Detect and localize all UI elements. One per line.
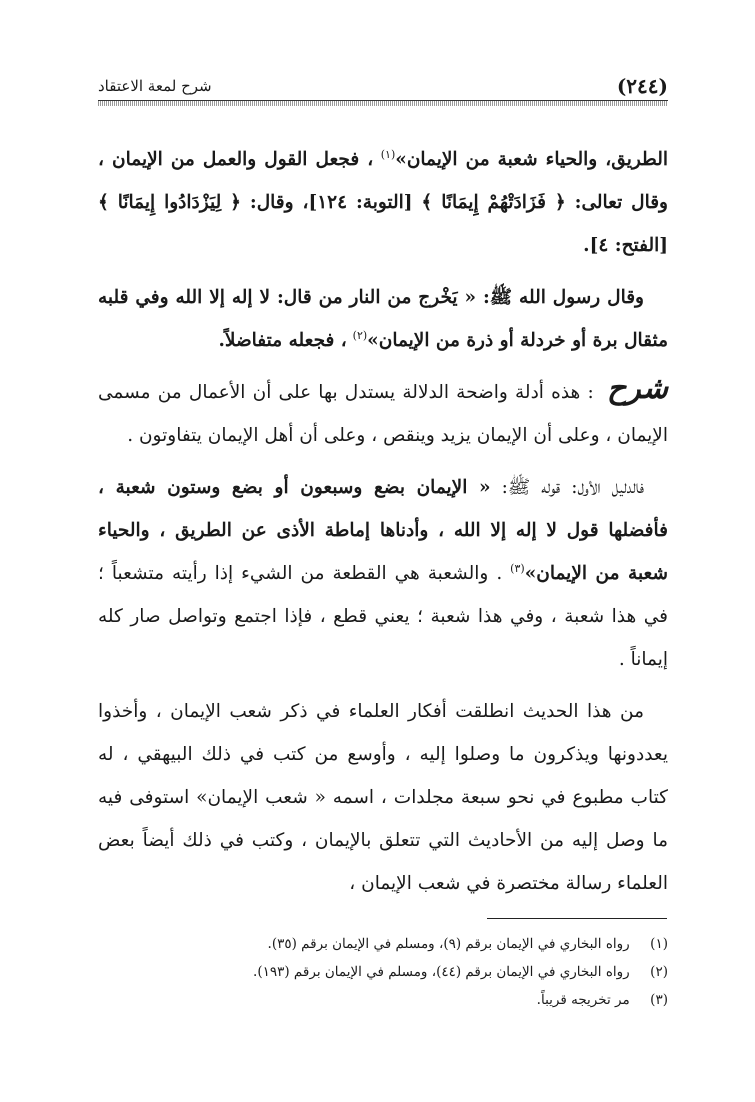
- footnote-1: [98, 930, 668, 958]
- footnote-text: رواه البخاري في الإيمان برقم (٤٤)، ومسلم في الإيمان برقم (١٩٣).: [253, 964, 630, 980]
- matn-text: وقال رسول الله ﷺ: « يَخْرج من النار من قال: لا إله إلا الله وفي قلبه مثقال برة أو خردلة أو ذرة من الإيمان»: [98, 287, 668, 351]
- footnote-ref-3: (٣): [510, 561, 525, 575]
- explanation-paragraph-2: [98, 690, 668, 905]
- footnote-number: (٣): [650, 992, 668, 1008]
- matn-text: ، فجعله متفاضلاً.: [218, 330, 347, 351]
- footnotes: [98, 930, 668, 1014]
- matn-text: ، فجعل القول والعمل من الإيمان ، وقال تعالى: ﴿ فَزَادَتْهُمْ إِيمَانًا ﴾ [التوبة: ١٢٤]، وقال: ﴿ لِيَزْدَادُوا إِيمَانًا ﴾ [الفتح: ٤].: [98, 149, 668, 256]
- matn-paragraph-2: [98, 276, 668, 362]
- footnote-number: (١): [650, 936, 668, 952]
- sharh-paragraph: [98, 371, 668, 457]
- footnote-number: (٢): [650, 964, 668, 980]
- main-text: [98, 138, 668, 914]
- paragraph-text: من هذا الحديث انطلقت أفكار العلماء في ذكر شعب الإيمان ، وأخذوا يعددونها ويذكرون ما وصلوا إليه ، وأوسع من كتب في ذلك البيهقي ، له كتاب مطبوع في نحو سبعة مجلدات ، اسمه « شعب الإيمان» استوفى فيه ما وصل إليه من الأحاديث التي تتعلق بالإيمان ، وكتب في ذلك أيضاً بعض العلماء رسالة مختصرة في شعب الإيمان ،: [98, 701, 668, 894]
- footnote-3: [98, 986, 668, 1014]
- matn-paragraph-1: [98, 138, 668, 267]
- footnote-ref-1: (١): [380, 147, 396, 161]
- explanation-paragraph-1: [98, 466, 668, 681]
- page-number: (٢٤٤): [616, 74, 668, 98]
- running-header: [98, 72, 668, 102]
- hadith-quote: « الإيمان بضع وسبعون أو بضع وستون شعبة ، فأفضلها قول لا إله إلا الله ، وأدناها إماطة الأذى عن الطريق ، والحياء شعبة من الإيمان»: [98, 477, 668, 584]
- footnote-text: مر تخريجه قريباً.: [536, 992, 630, 1008]
- sharh-label: شرح: [606, 371, 668, 406]
- paragraph-text: فالدليل الأول: قوله ﷺ:: [501, 477, 644, 498]
- footnote-divider: [487, 918, 667, 919]
- footnote-2: [98, 958, 668, 986]
- header-divider: [98, 100, 668, 106]
- paragraph-text: . والشعبة هي القطعة من الشيء إذا رأيته متشعباً ؛ في هذا شعبة ، وفي هذا شعبة ؛ يعني قطع ، فإذا اجتمع وتواصل صار كله إيماناً .: [98, 563, 668, 670]
- footnote-ref-2: (٢): [352, 328, 368, 342]
- book-title: شرح لمعة الاعتقاد: [98, 77, 212, 95]
- matn-text: الطريق، والحياء شعبة من الإيمان»: [395, 149, 668, 170]
- footnote-text: رواه البخاري في الإيمان برقم (٩)، ومسلم في الإيمان برقم (٣٥).: [267, 936, 630, 952]
- sharh-text: : هذه أدلة واضحة الدلالة يستدل بها على أن الأعمال من مسمى الإيمان ، وعلى أن الإيمان يزيد وينقص ، وعلى أن أهل الإيمان يتفاوتون .: [98, 382, 668, 446]
